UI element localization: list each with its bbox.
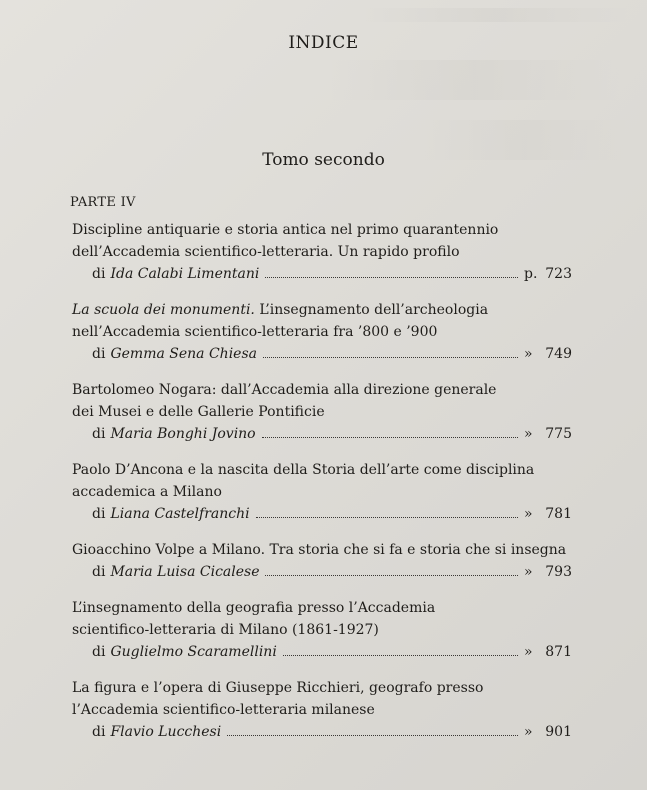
entry-author: Maria Bonghi Jovino bbox=[110, 426, 256, 442]
page-prefix: » bbox=[524, 644, 533, 660]
bleed-through-shadow bbox=[360, 8, 630, 22]
page-number: 775 bbox=[545, 426, 572, 442]
toc-entry[interactable] bbox=[72, 677, 572, 743]
dot-leader bbox=[263, 356, 518, 358]
entry-title-line: nell’Accademia scientifico-letteraria fra ’800 e ’900 bbox=[72, 324, 438, 340]
entry-author-row bbox=[72, 343, 572, 365]
entry-title-line: La figura e l’opera di Giuseppe Ricchieri, geografo presso bbox=[72, 680, 484, 696]
entry-title-line: l’Accademia scientifico-letteraria milanese bbox=[72, 702, 375, 718]
page-prefix: » bbox=[524, 426, 533, 442]
author-prefix: di bbox=[92, 346, 106, 362]
toc-entry[interactable] bbox=[72, 299, 572, 365]
toc-entry[interactable] bbox=[72, 219, 572, 285]
entry-title-line: Paolo D’Ancona e la nascita della Storia dell’arte come disciplina bbox=[72, 462, 535, 478]
entry-title-line: dei Musei e delle Gallerie Pontificie bbox=[72, 404, 325, 420]
author-prefix: di bbox=[92, 506, 106, 522]
page-title: INDICE bbox=[288, 33, 359, 53]
entry-author: Liana Castelfranchi bbox=[110, 506, 250, 522]
entry-author-row bbox=[72, 721, 572, 743]
toc-entry[interactable] bbox=[72, 597, 572, 663]
page-prefix: » bbox=[524, 564, 533, 580]
toc-entry[interactable] bbox=[72, 539, 572, 583]
entry-title-rest: L’insegnamento dell’archeologia bbox=[254, 302, 489, 318]
page-number: 871 bbox=[545, 644, 572, 660]
author-prefix: di bbox=[92, 266, 106, 282]
entry-author-row bbox=[72, 423, 572, 445]
entry-title-line: L’insegnamento della geografia presso l’Accademia bbox=[72, 600, 436, 616]
dot-leader bbox=[262, 436, 518, 438]
dot-leader bbox=[265, 574, 518, 576]
author-prefix: di bbox=[92, 564, 106, 580]
bleed-through-shadow bbox=[330, 60, 620, 100]
page-number: 793 bbox=[545, 564, 572, 580]
entry-title-line: Gioacchino Volpe a Milano. Tra storia che si fa e storia che si insegna bbox=[72, 542, 567, 558]
entry-author: Guglielmo Scaramellini bbox=[110, 644, 277, 660]
entry-title-line: dell’Accademia scientifico-letteraria. Un rapido profilo bbox=[72, 244, 460, 260]
page-prefix: p. bbox=[524, 266, 538, 282]
dot-leader bbox=[256, 516, 518, 518]
page-number: 901 bbox=[545, 724, 572, 740]
dot-leader bbox=[227, 734, 518, 736]
entry-author: Gemma Sena Chiesa bbox=[110, 346, 257, 362]
entry-author-row bbox=[72, 263, 572, 285]
page-prefix: » bbox=[524, 724, 533, 740]
toc-list bbox=[72, 219, 572, 757]
part-heading: PARTE IV bbox=[70, 195, 136, 210]
dot-leader bbox=[283, 654, 518, 656]
page-number: 749 bbox=[545, 346, 572, 362]
author-prefix: di bbox=[92, 426, 106, 442]
entry-title-line: accademica a Milano bbox=[72, 484, 222, 500]
entry-title-line: Discipline antiquarie e storia antica nel primo quarantennio bbox=[72, 222, 499, 238]
entry-author: Maria Luisa Cicalese bbox=[110, 564, 260, 580]
page-number: 723 bbox=[545, 266, 572, 282]
toc-entry[interactable] bbox=[72, 459, 572, 525]
entry-title-line: Bartolomeo Nogara: dall’Accademia alla direzione generale bbox=[72, 382, 497, 398]
entry-title-italic: La scuola dei monumenti. bbox=[72, 302, 255, 318]
volume-title: Tomo secondo bbox=[262, 150, 385, 170]
page-prefix: » bbox=[524, 346, 533, 362]
author-prefix: di bbox=[92, 724, 106, 740]
entry-author: Flavio Lucchesi bbox=[110, 724, 222, 740]
entry-author-row bbox=[72, 561, 572, 583]
entry-author-row bbox=[72, 503, 572, 525]
page-number: 781 bbox=[545, 506, 572, 522]
toc-entry[interactable] bbox=[72, 379, 572, 445]
entry-title-line bbox=[72, 299, 572, 321]
entry-title-line: scientifico-letteraria di Milano (1861-1927) bbox=[72, 622, 379, 638]
entry-author: Ida Calabi Limentani bbox=[110, 266, 260, 282]
page-prefix: » bbox=[524, 506, 533, 522]
author-prefix: di bbox=[92, 644, 106, 660]
entry-author-row bbox=[72, 641, 572, 663]
dot-leader bbox=[265, 276, 518, 278]
